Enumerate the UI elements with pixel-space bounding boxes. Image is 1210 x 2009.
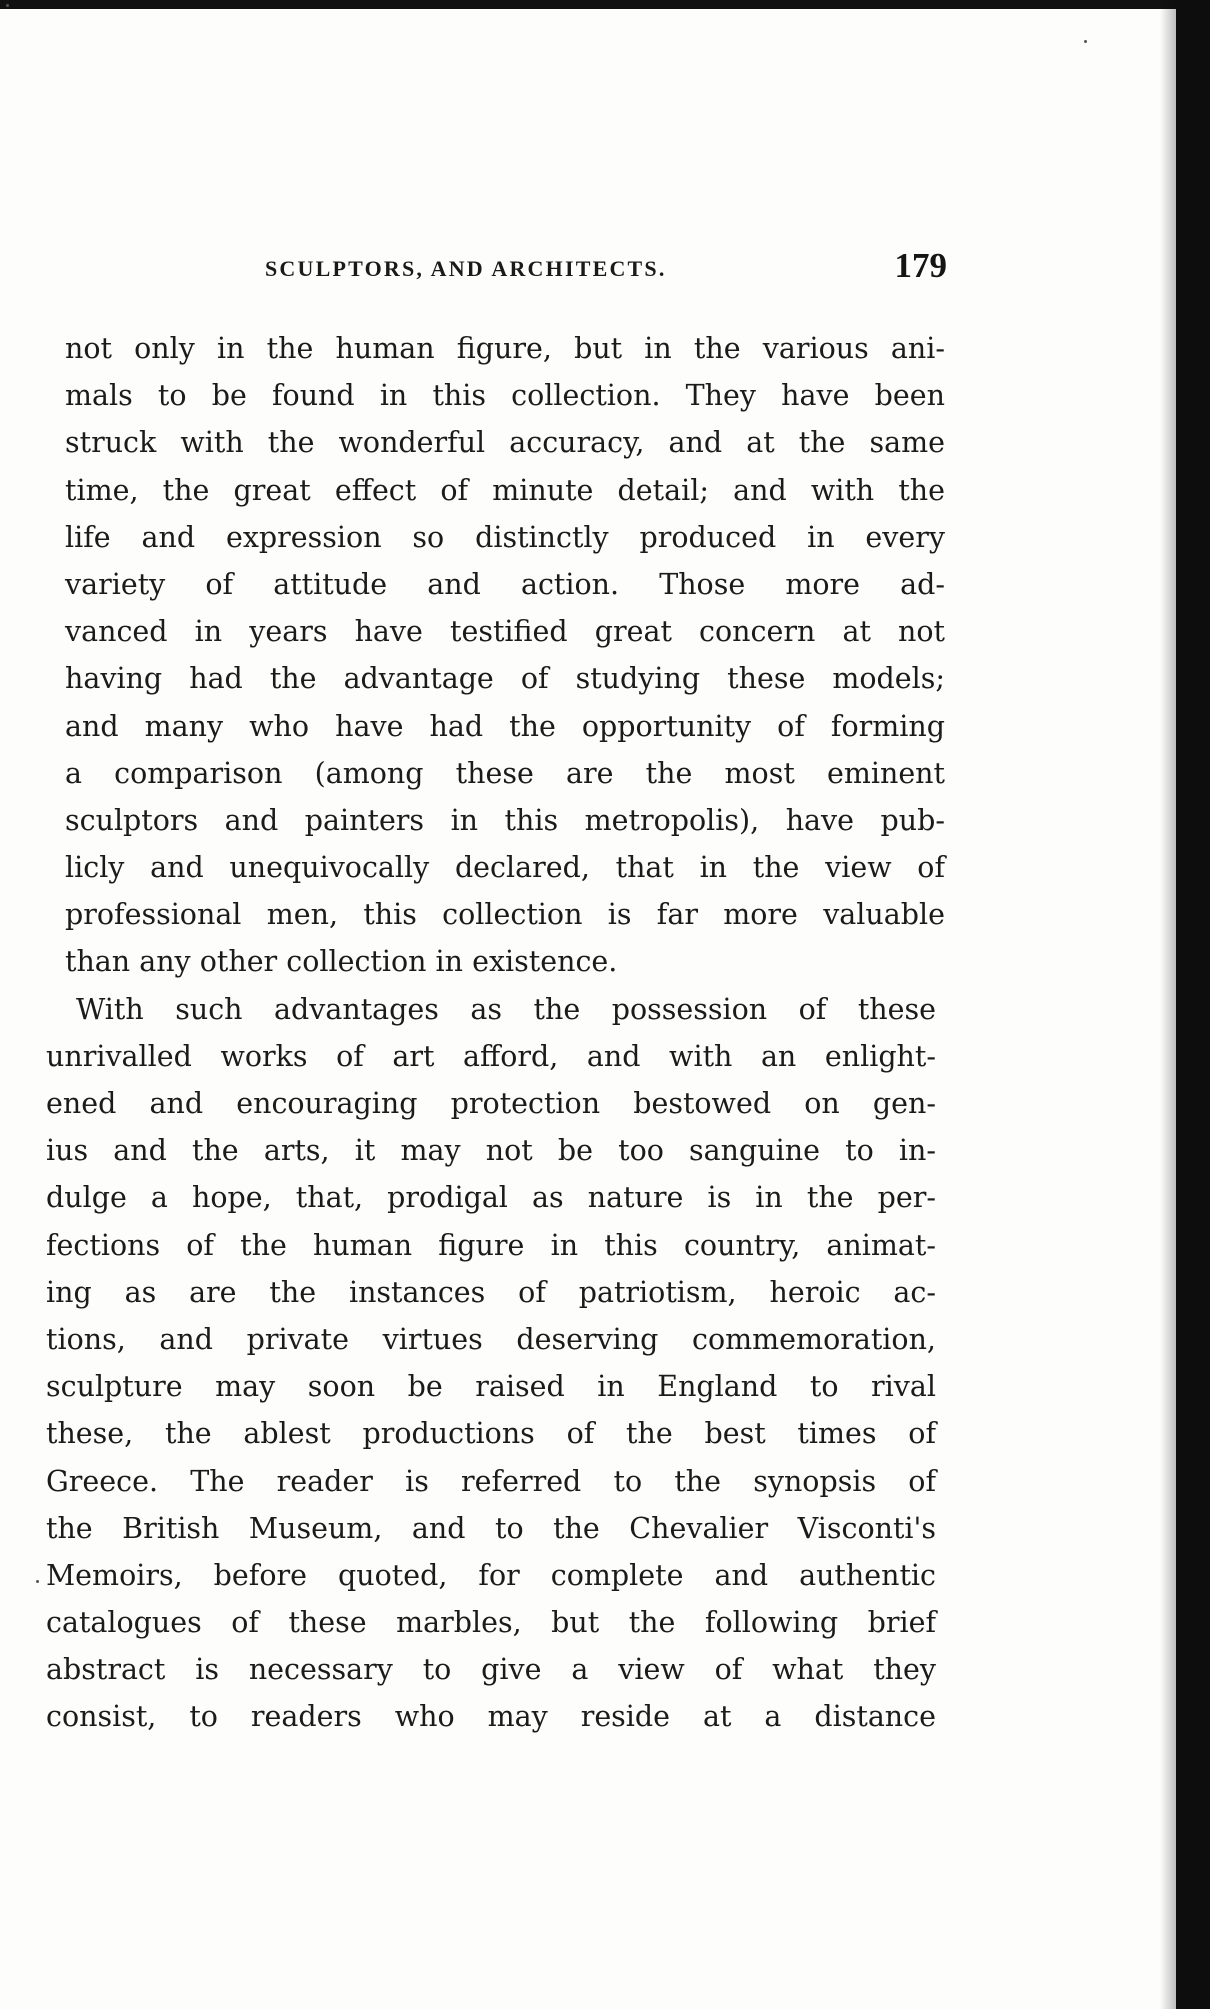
text-line: professional men, this collection is far more valuable	[65, 898, 945, 932]
body-text	[44, 325, 944, 1741]
text-line: life and expression so distinctly produced in every	[65, 520, 945, 554]
text-line: variety of attitude and action. Those more ad-	[65, 567, 945, 601]
text-line: mals to be found in this collection. They have been	[65, 379, 945, 413]
running-title: SCULPTORS, AND ARCHITECTS.	[265, 256, 667, 281]
scan-speck	[36, 1580, 39, 1583]
text-line: consist, to readers who may reside at a distance	[46, 1700, 936, 1734]
text-line: tions, and private virtues deserving commemoration,	[46, 1322, 936, 1356]
text-line: sculptors and painters in this metropolis), have pub-	[65, 803, 945, 837]
text-line: time, the great effect of minute detail; and with the	[65, 473, 945, 507]
running-head	[265, 246, 947, 290]
text-line: vanced in years have testified great concern at not	[65, 615, 945, 649]
text-line: catalogues of these marbles, but the following brief	[46, 1606, 936, 1640]
paragraph-2	[46, 986, 936, 1741]
text-line: sculpture may soon be raised in England to rival	[46, 1370, 936, 1404]
text-line: ius and the arts, it may not be too sanguine to in-	[46, 1134, 936, 1168]
text-line: having had the advantage of studying these models;	[65, 662, 945, 696]
text-line: not only in the human figure, but in the various ani-	[65, 332, 945, 365]
text-line: Memoirs, before quoted, for complete and authentic	[46, 1558, 936, 1592]
text-line: With such advantages as the possession of these	[76, 992, 936, 1026]
scan-top-edge	[0, 0, 1210, 9]
text-line: a comparison (among these are the most eminent	[65, 756, 945, 790]
text-line: struck with the wonderful accuracy, and at the same	[65, 426, 945, 460]
text-line: licly and unequivocally declared, that in the view of	[65, 851, 945, 885]
text-line: and many who have had the opportunity of forming	[65, 709, 945, 743]
text-line: ing as are the instances of patriotism, heroic ac-	[46, 1275, 936, 1309]
text-line: fections of the human figure in this country, animat-	[46, 1228, 936, 1262]
scan-right-edge	[1176, 0, 1210, 2009]
text-line: dulge a hope, that, prodigal as nature is in the per-	[46, 1181, 936, 1215]
scan-speck	[1084, 40, 1087, 43]
text-line: abstract is necessary to give a view of what they	[46, 1653, 936, 1687]
scan-edge-shadow	[1160, 0, 1176, 2009]
text-line: ened and encouraging protection bestowed on gen-	[46, 1087, 936, 1120]
text-line: these, the ablest productions of the best times of	[46, 1417, 936, 1451]
paragraph-1	[65, 325, 945, 986]
text-line: the British Museum, and to the Chevalier Visconti's	[46, 1511, 936, 1545]
text-line: unrivalled works of art afford, and with an enlight-	[46, 1039, 936, 1073]
page-number: 179	[894, 246, 947, 285]
scan-speck	[6, 4, 9, 7]
text-line: than any other collection in existence.	[65, 945, 618, 979]
text-line: Greece. The reader is referred to the synopsis of	[46, 1464, 936, 1498]
